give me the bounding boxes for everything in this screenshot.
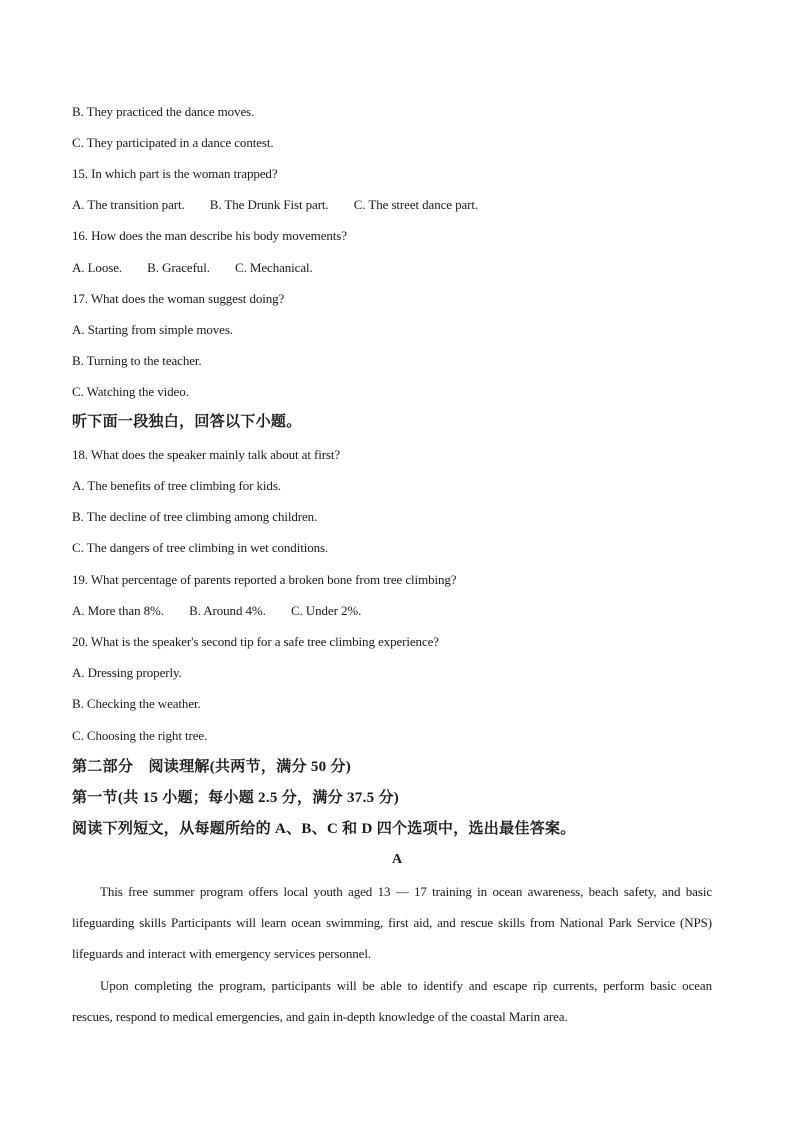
q14-option-b: B. They practiced the dance moves. xyxy=(72,104,255,119)
q18-question: 18. What does the speaker mainly talk about at first? xyxy=(72,447,341,462)
q15-option-c: C. The street dance part. xyxy=(353,197,479,212)
q15-question: 15. In which part is the woman trapped? xyxy=(72,166,278,181)
q16-options xyxy=(72,260,313,276)
q14-option-c: C. They participated in a dance contest. xyxy=(72,135,274,150)
q15-option-a: A. The transition part. xyxy=(72,197,185,212)
q15-options xyxy=(72,197,478,213)
q19-option-a: A. More than 8%. xyxy=(72,603,164,618)
q17-option-c: C. Watching the video. xyxy=(72,384,189,399)
passage-label: A xyxy=(391,852,403,867)
passage-paragraph-1: This free summer program offers local youth aged 13 — 17 training in ocean awareness, beach safety, and basic lifeguarding skills Participants will learn ocean swimming, first aid, and rescue skills from National Park Service (NPS) lifeguards and interact with emergency services personnel. xyxy=(72,884,712,961)
q16-option-b: B. Graceful. xyxy=(147,260,210,275)
q18-option-a: A. The benefits of tree climbing for kids. xyxy=(72,478,281,493)
q16-option-a: A. Loose. xyxy=(72,260,123,275)
q18-option-b: B. The decline of tree climbing among children. xyxy=(72,509,318,524)
passage-paragraph-2: Upon completing the program, participants will be able to identify and escape rip currents, perform basic ocean rescues, respond to medical emergencies, and gain in-depth knowledge of the coastal Marin area. xyxy=(72,978,712,1024)
section-heading: 第一节(共 15 小题；每小题 2.5 分，满分 37.5 分) xyxy=(72,790,400,806)
q20-option-a: A. Dressing properly. xyxy=(72,665,182,680)
q16-question: 16. How does the man describe his body movements? xyxy=(72,228,347,243)
q20-option-c: C. Choosing the right tree. xyxy=(72,728,208,743)
q17-option-b: B. Turning to the teacher. xyxy=(72,353,202,368)
q19-options xyxy=(72,603,361,619)
monologue-instruction: 听下面一段独白，回答以下小题。 xyxy=(72,414,302,430)
q15-option-b: B. The Drunk Fist part. xyxy=(209,197,329,212)
part-heading: 第二部分 阅读理解(共两节，满分 50 分) xyxy=(72,759,352,775)
q17-question: 17. What does the woman suggest doing? xyxy=(72,291,285,306)
q20-question: 20. What is the speaker's second tip for a safe tree climbing experience? xyxy=(72,634,439,649)
q18-option-c: C. The dangers of tree climbing in wet conditions. xyxy=(72,540,329,555)
q20-option-b: B. Checking the weather. xyxy=(72,696,201,711)
q17-option-a: A. Starting from simple moves. xyxy=(72,322,233,337)
q19-option-c: C. Under 2%. xyxy=(290,603,362,618)
reading-instruction: 阅读下列短文，从每题所给的 A、B、C 和 D 四个选项中，选出最佳答案。 xyxy=(72,821,576,837)
q16-option-c: C. Mechanical. xyxy=(235,260,313,275)
q19-option-b: B. Around 4%. xyxy=(189,603,266,618)
q19-question: 19. What percentage of parents reported a broken bone from tree climbing? xyxy=(72,572,457,587)
